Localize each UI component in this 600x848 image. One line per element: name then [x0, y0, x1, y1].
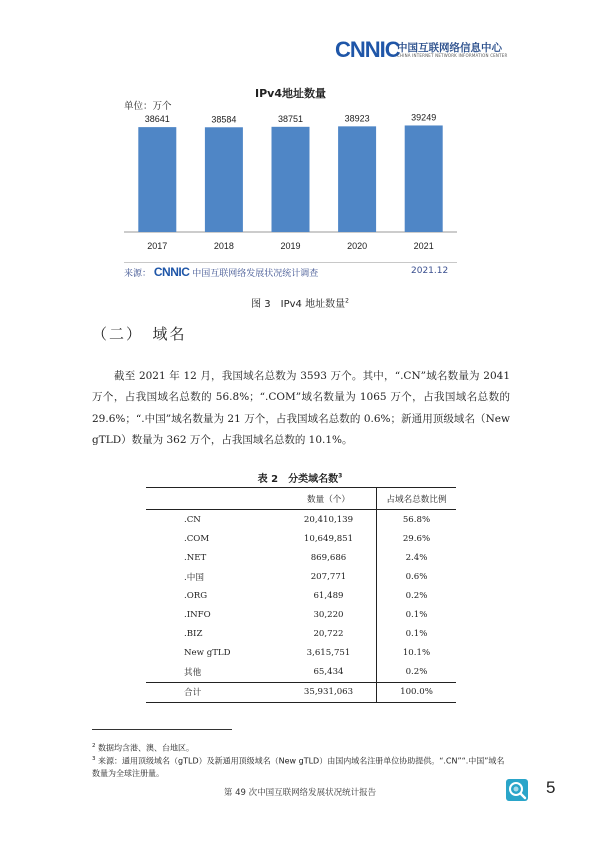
domain-count-table [146, 487, 456, 703]
total-share: 100.0% [377, 682, 457, 702]
row-domain: .COM [184, 533, 210, 544]
value-label-2019: 38751 [277, 113, 304, 124]
bar-2020 [338, 126, 376, 232]
row-domain: .BIZ [184, 629, 203, 640]
bar-2021 [405, 125, 443, 232]
table-row [146, 625, 456, 644]
chart-source [124, 265, 318, 279]
row-domain: .中国 [184, 572, 204, 583]
table-caption-text: 表 2 分类域名数 [257, 474, 339, 485]
chart-footer-divider [124, 262, 457, 263]
value-label-2021: 39249 [411, 112, 437, 123]
x-tick-label-2019: 2019 [280, 241, 301, 251]
value-label-2017: 38641 [144, 114, 170, 125]
chart-title: IPv4地址数量 [255, 87, 326, 100]
logo-mark: CNNIC [335, 37, 400, 62]
table-row [146, 529, 456, 548]
x-tick-label-2017: 2017 [147, 241, 168, 251]
figure-caption-footnote-mark: 2 [345, 297, 349, 305]
table-row [146, 605, 456, 624]
bar-2019 [272, 127, 310, 232]
row-share: 0.1% [405, 629, 428, 640]
row-share: 2.4% [405, 552, 428, 563]
row-domain: .CN [184, 514, 201, 525]
table-row [146, 567, 456, 586]
source-prefix: 来源： [124, 269, 152, 279]
row-share: 0.2% [405, 667, 428, 678]
x-tick-label-2020: 2020 [347, 241, 368, 251]
row-count: 20,410,139 [281, 510, 377, 530]
table-total-row [146, 682, 456, 702]
running-footer-title: 第 49 次中国互联网络发展状况统计报告 [223, 788, 377, 798]
table-caption-footnote-mark: 3 [338, 472, 343, 480]
row-domain: 其他 [184, 668, 202, 679]
footnote-divider [92, 729, 232, 730]
table-row [146, 510, 456, 530]
footnote-mark: 2 [92, 743, 96, 749]
row-count: 61,489 [281, 586, 377, 605]
table-caption [0, 470, 600, 485]
table-row [146, 548, 456, 567]
cnnic-logo [335, 38, 575, 62]
row-share: 0.2% [405, 590, 428, 601]
table-header-row [146, 488, 456, 510]
row-share: 0.6% [405, 571, 428, 582]
source-text: 中国互联网络发展状况统计调查 [192, 269, 319, 279]
report-magnifier-icon [505, 778, 529, 802]
body-paragraph: 截至 2021 年 12 月，我国域名总数为 3593 万个。其中，“.CN”域名数量为 2041 万个，占我国域名总数的 56.8%；“.COM”域名数量为 1065 万个，占我国域名总数的 29.6%；“.中国”域名数量为 21 万个，占我国域名总数的 0.6%；新通用顶级域名（New gTLD）数量为 362 万个，占我国域名总数的 10.1%。 [92, 370, 510, 446]
row-domain: .NET [184, 552, 207, 563]
row-share: 56.8% [402, 514, 431, 525]
row-domain: New gTLD [184, 648, 231, 659]
logo-english-name: CHINA INTERNET NETWORK INFORMATION CENTER [397, 53, 508, 58]
header-cell-count: 数量（个） [281, 488, 377, 510]
row-share: 10.1% [402, 648, 431, 659]
source-date: 2021.12 [411, 266, 449, 276]
row-count: 3,615,751 [281, 644, 377, 663]
row-share: 0.1% [405, 610, 428, 621]
footnote-3 [92, 753, 512, 780]
table-row [146, 644, 456, 663]
table-row [146, 663, 456, 683]
row-share: 29.6% [402, 533, 431, 544]
row-domain: .INFO [184, 610, 211, 621]
row-count: 65,434 [281, 663, 377, 683]
x-tick-label-2021: 2021 [413, 241, 434, 251]
bar-2018 [205, 127, 243, 232]
row-count: 207,771 [281, 567, 377, 586]
row-count: 869,686 [281, 548, 377, 567]
row-count: 20,722 [281, 625, 377, 644]
row-domain: .ORG [184, 590, 208, 601]
chart-unit-label: 单位：万个 [124, 101, 172, 112]
header-cell-name [146, 488, 281, 510]
total-label: 合计 [146, 682, 281, 702]
page-number: 5 [546, 778, 556, 797]
bar-2017 [138, 127, 176, 232]
source-logo-mark: CNNIC [153, 265, 190, 279]
row-count: 10,649,851 [281, 529, 377, 548]
total-count: 35,931,063 [281, 682, 377, 702]
footnote-text: 来源：通用顶级域名（gTLD）及新通用顶级域名（New gTLD）由国内域名注册单位协助提供。“.CN”“.中国”域名数量为全球注册量。 [92, 756, 505, 778]
figure-caption-text: 图 3 IPv4 地址数量 [251, 299, 346, 310]
figure-caption [0, 295, 600, 310]
logo-chinese-name: 中国互联网络信息中心 [397, 42, 502, 54]
value-label-2018: 38584 [211, 114, 237, 125]
footnote-text: 数据均含港、澳、台地区。 [95, 743, 195, 753]
header-cell-share: 占域名总数比例 [377, 488, 457, 510]
x-tick-label-2018: 2018 [213, 241, 234, 251]
value-label-2020: 38923 [344, 113, 370, 124]
table-row [146, 586, 456, 605]
row-count: 30,220 [281, 605, 377, 624]
footnote-mark: 3 [92, 756, 96, 762]
section-heading: （二） 域名 [92, 325, 187, 343]
